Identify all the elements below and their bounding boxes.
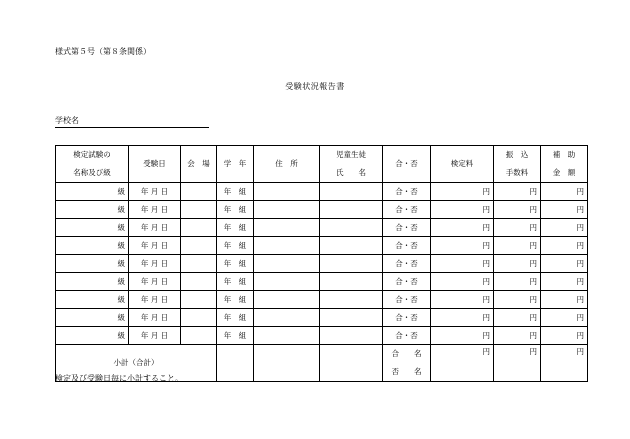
address-cell[interactable]: [254, 237, 320, 255]
result-cell[interactable]: 合・否: [383, 273, 431, 291]
grade-class-cell[interactable]: 年 組: [217, 201, 254, 219]
school-name-field[interactable]: 学校名: [55, 115, 209, 128]
table-row: [56, 255, 588, 273]
venue-cell[interactable]: [181, 237, 217, 255]
header-transfer-fee: 振 込 手数料: [494, 146, 541, 183]
subtotal-result-cell[interactable]: 合 名 否 名: [383, 345, 431, 382]
exam-date-cell[interactable]: 年 月 日: [129, 291, 181, 309]
table-row: [56, 237, 588, 255]
student-name-cell[interactable]: [320, 237, 383, 255]
level-cell[interactable]: 級: [56, 309, 129, 327]
address-cell[interactable]: [254, 183, 320, 201]
exam-date-cell[interactable]: 年 月 日: [129, 327, 181, 345]
level-cell[interactable]: 級: [56, 219, 129, 237]
address-cell[interactable]: [254, 255, 320, 273]
table-row: [56, 201, 588, 219]
fee-cell[interactable]: 円: [431, 201, 494, 219]
subsidy-cell[interactable]: 円: [541, 309, 588, 327]
header-student-name: 児童生徒 氏 名: [320, 146, 383, 183]
header-row: [56, 146, 588, 183]
venue-cell[interactable]: [181, 201, 217, 219]
transfer-fee-cell[interactable]: 円: [494, 201, 541, 219]
fee-cell[interactable]: 円: [431, 219, 494, 237]
result-cell[interactable]: 合・否: [383, 183, 431, 201]
header-address: 住 所: [254, 146, 320, 183]
student-name-cell[interactable]: [320, 183, 383, 201]
fee-cell[interactable]: 円: [431, 309, 494, 327]
address-cell[interactable]: [254, 309, 320, 327]
student-name-cell[interactable]: [320, 219, 383, 237]
grade-class-cell[interactable]: 年 組: [217, 237, 254, 255]
transfer-fee-cell[interactable]: 円: [494, 291, 541, 309]
grade-class-cell[interactable]: 年 組: [217, 327, 254, 345]
grade-class-cell[interactable]: 年 組: [217, 183, 254, 201]
transfer-fee-cell[interactable]: 円: [494, 273, 541, 291]
address-cell[interactable]: [254, 219, 320, 237]
header-subsidy: 補 助 金 額: [541, 146, 588, 183]
venue-cell[interactable]: [181, 183, 217, 201]
venue-cell[interactable]: [181, 291, 217, 309]
subsidy-cell[interactable]: 円: [541, 291, 588, 309]
level-cell[interactable]: 級: [56, 327, 129, 345]
grade-class-cell[interactable]: 年 組: [217, 273, 254, 291]
transfer-fee-cell[interactable]: 円: [494, 237, 541, 255]
exam-date-cell[interactable]: 年 月 日: [129, 273, 181, 291]
subtotal-subsidy-cell[interactable]: 円: [541, 345, 588, 382]
table-row: [56, 309, 588, 327]
subsidy-cell[interactable]: 円: [541, 183, 588, 201]
level-cell[interactable]: 級: [56, 255, 129, 273]
address-cell[interactable]: [254, 201, 320, 219]
transfer-fee-cell[interactable]: 円: [494, 309, 541, 327]
fee-cell[interactable]: 円: [431, 291, 494, 309]
exam-date-cell[interactable]: 年 月 日: [129, 309, 181, 327]
level-cell[interactable]: 級: [56, 237, 129, 255]
student-name-cell[interactable]: [320, 201, 383, 219]
header-result: 合・否: [383, 146, 431, 183]
student-name-cell[interactable]: [320, 255, 383, 273]
form-number: 様式第５号（第８条関係）: [55, 47, 151, 56]
result-cell[interactable]: 合・否: [383, 219, 431, 237]
table-row: [56, 219, 588, 237]
header-venue: 会 場: [181, 146, 217, 183]
level-cell[interactable]: 級: [56, 201, 129, 219]
result-cell[interactable]: 合・否: [383, 291, 431, 309]
subtotal-address-cell[interactable]: [254, 345, 320, 382]
subtotal-grade-cell[interactable]: [217, 345, 254, 382]
level-cell[interactable]: 級: [56, 291, 129, 309]
venue-cell[interactable]: [181, 255, 217, 273]
report-table: [55, 145, 588, 382]
fee-cell[interactable]: 円: [431, 183, 494, 201]
transfer-fee-cell[interactable]: 円: [494, 219, 541, 237]
student-name-cell[interactable]: [320, 291, 383, 309]
header-exam-date: 受験日: [129, 146, 181, 183]
level-cell[interactable]: 級: [56, 183, 129, 201]
table-row: [56, 327, 588, 345]
grade-class-cell[interactable]: 年 組: [217, 255, 254, 273]
footnote: 検定及び受験日毎に小計すること。: [55, 374, 183, 383]
result-cell[interactable]: 合・否: [383, 237, 431, 255]
header-grade: 学 年: [217, 146, 254, 183]
subsidy-cell[interactable]: 円: [541, 219, 588, 237]
subtotal-fee-cell[interactable]: 円: [431, 345, 494, 382]
grade-class-cell[interactable]: 年 組: [217, 309, 254, 327]
grade-class-cell[interactable]: 年 組: [217, 291, 254, 309]
fee-cell[interactable]: 円: [431, 237, 494, 255]
document-title: 受験状況報告書: [285, 82, 345, 91]
subsidy-cell[interactable]: 円: [541, 255, 588, 273]
fee-cell[interactable]: 円: [431, 255, 494, 273]
subsidy-cell[interactable]: 円: [541, 237, 588, 255]
table-row: [56, 291, 588, 309]
result-cell[interactable]: 合・否: [383, 255, 431, 273]
student-name-cell[interactable]: [320, 273, 383, 291]
header-exam-name: 検定試験の 名称及び級: [56, 146, 129, 183]
subtotal-label: 小計（合計）: [56, 345, 217, 382]
address-cell[interactable]: [254, 291, 320, 309]
transfer-fee-cell[interactable]: 円: [494, 255, 541, 273]
address-cell[interactable]: [254, 273, 320, 291]
subsidy-cell[interactable]: 円: [541, 327, 588, 345]
subtotal-transfer-cell[interactable]: 円: [494, 345, 541, 382]
venue-cell[interactable]: [181, 219, 217, 237]
level-cell[interactable]: 級: [56, 273, 129, 291]
transfer-fee-cell[interactable]: 円: [494, 327, 541, 345]
address-cell[interactable]: [254, 327, 320, 345]
subsidy-cell[interactable]: 円: [541, 201, 588, 219]
result-cell[interactable]: 合・否: [383, 327, 431, 345]
exam-date-cell[interactable]: 年 月 日: [129, 255, 181, 273]
exam-date-cell[interactable]: 年 月 日: [129, 201, 181, 219]
header-fee: 検定料: [431, 146, 494, 183]
exam-date-cell[interactable]: 年 月 日: [129, 219, 181, 237]
exam-date-cell[interactable]: 年 月 日: [129, 237, 181, 255]
subsidy-cell[interactable]: 円: [541, 273, 588, 291]
venue-cell[interactable]: [181, 327, 217, 345]
student-name-cell[interactable]: [320, 309, 383, 327]
result-cell[interactable]: 合・否: [383, 309, 431, 327]
table-row: [56, 183, 588, 201]
fee-cell[interactable]: 円: [431, 327, 494, 345]
result-cell[interactable]: 合・否: [383, 201, 431, 219]
student-name-cell[interactable]: [320, 327, 383, 345]
transfer-fee-cell[interactable]: 円: [494, 183, 541, 201]
grade-class-cell[interactable]: 年 組: [217, 219, 254, 237]
venue-cell[interactable]: [181, 309, 217, 327]
venue-cell[interactable]: [181, 273, 217, 291]
fee-cell[interactable]: 円: [431, 273, 494, 291]
table-row: [56, 273, 588, 291]
subtotal-student-cell[interactable]: [320, 345, 383, 382]
exam-date-cell[interactable]: 年 月 日: [129, 183, 181, 201]
